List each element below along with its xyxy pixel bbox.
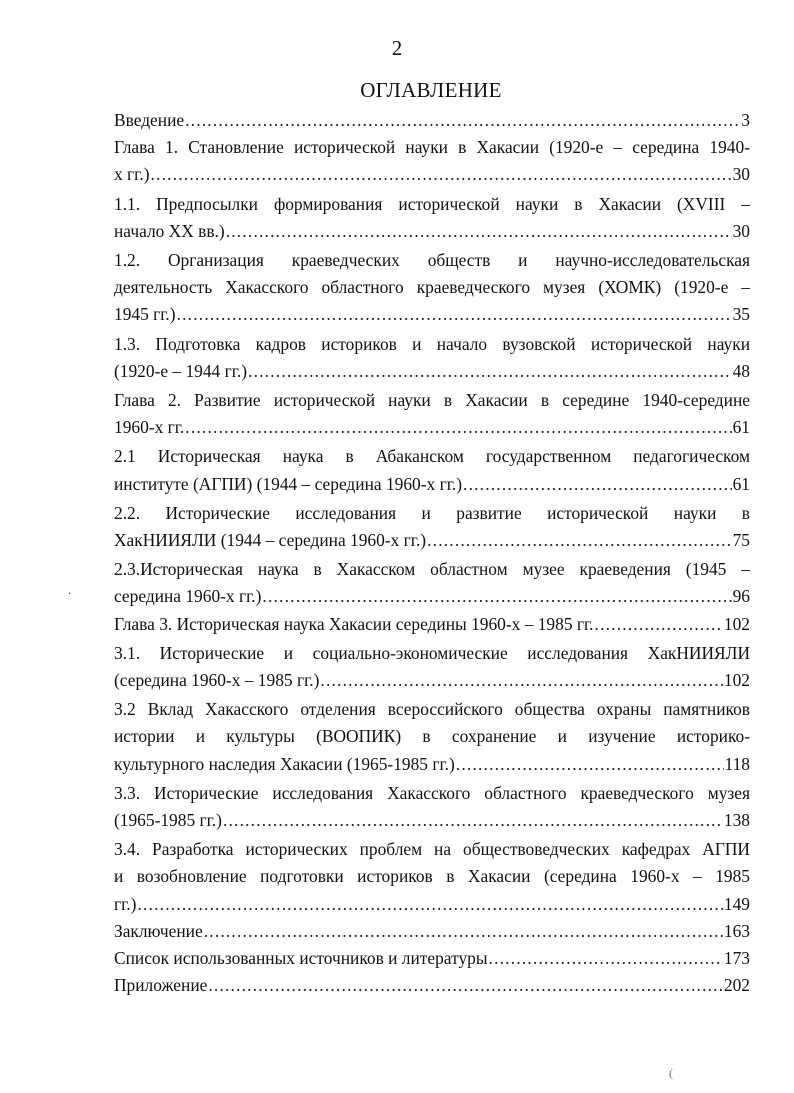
toc-entry bbox=[114, 556, 750, 610]
toc-entry-title: Введение bbox=[114, 110, 185, 130]
dot-leader bbox=[223, 807, 723, 834]
stray-mark-paren: ( bbox=[669, 1066, 673, 1080]
toc-entry-title: культурного наследия Хакасии (1965-1985 гг.) bbox=[114, 753, 455, 774]
toc-entry-title: Список использованных источников и литературы bbox=[114, 948, 488, 969]
toc-page-number: 35 bbox=[732, 304, 750, 325]
toc-entry-last-line bbox=[114, 527, 750, 554]
toc-entry-last-line bbox=[114, 107, 750, 134]
toc-entry bbox=[114, 640, 750, 694]
dot-leader bbox=[427, 527, 732, 554]
toc-entry bbox=[114, 611, 750, 638]
stray-mark-dot: . bbox=[68, 582, 72, 597]
toc-page-number: 118 bbox=[724, 753, 750, 774]
toc-entry-title: гг.) bbox=[114, 893, 137, 914]
toc-entry bbox=[114, 972, 750, 999]
dot-leader bbox=[226, 218, 732, 245]
toc-entry-title: ХакНИИЯЛИ (1944 – середина 1960-х гг.) bbox=[114, 530, 427, 551]
toc-entry-last-line bbox=[114, 611, 750, 638]
toc-entry-title: 1945 гг.) bbox=[114, 304, 176, 325]
toc-entry bbox=[114, 836, 750, 918]
dot-leader bbox=[262, 583, 731, 610]
toc-entry bbox=[114, 780, 750, 834]
toc-entry bbox=[114, 107, 750, 134]
toc-entry-line: 2.1 Историческая наука в Абаканском государственном педагогическом bbox=[114, 446, 750, 467]
toc-page-number: 173 bbox=[723, 948, 750, 969]
toc-entry-line: 1.2. Организация краеведческих обществ и научно-исследовательская bbox=[114, 250, 750, 271]
dot-leader bbox=[595, 611, 723, 638]
toc-entry-line: 3.1. Исторические и социально-экономические исследования ХакНИИЯЛИ bbox=[114, 642, 750, 663]
toc-entry-last-line bbox=[114, 161, 750, 188]
toc-entry-title: (середина 1960-х – 1985 гг.) bbox=[114, 670, 320, 691]
toc-entry-line: Глава 1. Становление исторической науки в Хакасии (1920-е – середина 1940- bbox=[114, 137, 750, 158]
table-of-contents bbox=[114, 107, 750, 1000]
dot-leader bbox=[185, 107, 740, 134]
toc-entry bbox=[114, 918, 750, 945]
toc-entry bbox=[114, 696, 750, 778]
toc-entry-line: Глава 2. Развитие исторической науки в Хакасии в середине 1940-середине bbox=[114, 390, 750, 411]
dot-leader bbox=[204, 918, 723, 945]
toc-entry-line: 2.3.Историческая наука в Хакасском областном музее краеведения (1945 – bbox=[114, 559, 750, 580]
toc-page-number: 96 bbox=[732, 586, 750, 607]
toc-entry-title: Глава 3. Историческая наука Хакасии середины 1960-х – 1985 гг. bbox=[114, 613, 594, 634]
toc-entry bbox=[114, 500, 750, 554]
toc-entry-line: и возобновление подготовки историков в Хакасии (середина 1960-х – 1985 bbox=[114, 866, 750, 887]
toc-entry bbox=[114, 331, 750, 385]
toc-entry-last-line bbox=[114, 414, 750, 441]
toc-entry bbox=[114, 191, 750, 245]
toc-entry-line: 1.1. Предпосылки формирования исторической науки в Хакасии (XVIII – bbox=[114, 193, 750, 214]
toc-entry-last-line bbox=[114, 667, 750, 694]
toc-entry-last-line bbox=[114, 918, 750, 945]
toc-entry-last-line bbox=[114, 583, 750, 610]
toc-entry-title: х гг.) bbox=[114, 164, 150, 185]
toc-entry bbox=[114, 945, 750, 972]
toc-entry-last-line bbox=[114, 471, 750, 498]
toc-entry-line: истории и культуры (ВООПИК) в сохранение и изучение историко- bbox=[114, 726, 750, 747]
toc-entry-title: 1960-х гг. bbox=[114, 417, 185, 438]
dot-leader bbox=[177, 301, 732, 328]
toc-entry-title: (1965-1985 гг.) bbox=[114, 810, 222, 831]
toc-entry-title: начало XX вв.) bbox=[114, 220, 225, 241]
toc-page-number: 202 bbox=[723, 975, 750, 996]
toc-page-number: 61 bbox=[732, 417, 750, 438]
toc-entry-line: 1.3. Подготовка кадров историков и начало вузовской исторической науки bbox=[114, 333, 750, 354]
dot-leader bbox=[208, 972, 723, 999]
toc-title: ОГЛАВЛЕНИЕ bbox=[360, 78, 502, 102]
toc-page-number: 75 bbox=[732, 530, 750, 551]
dot-leader bbox=[151, 161, 732, 188]
toc-entry-last-line bbox=[114, 945, 750, 972]
toc-page-number: 102 bbox=[723, 613, 750, 634]
toc-entry-last-line bbox=[114, 807, 750, 834]
dot-leader bbox=[320, 667, 723, 694]
toc-entry-last-line bbox=[114, 891, 750, 918]
dot-leader bbox=[489, 945, 723, 972]
toc-entry-title: середина 1960-х гг.) bbox=[114, 586, 262, 607]
toc-entry-last-line bbox=[114, 218, 750, 245]
toc-entry-line: 2.2. Исторические исследования и развитие исторической науки в bbox=[114, 502, 750, 523]
toc-entry-last-line bbox=[114, 972, 750, 999]
dot-leader bbox=[463, 471, 732, 498]
toc-page-number: 61 bbox=[732, 473, 750, 494]
toc-page-number: 138 bbox=[723, 810, 750, 831]
toc-page-number: 48 bbox=[732, 360, 750, 381]
dot-leader bbox=[185, 414, 731, 441]
toc-page-number: 149 bbox=[723, 893, 750, 914]
toc-entry bbox=[114, 134, 750, 188]
toc-page-number: 102 bbox=[723, 670, 750, 691]
dot-leader bbox=[456, 751, 724, 778]
dot-leader bbox=[248, 358, 732, 385]
toc-entry-line: деятельность Хакасского областного краеведческого музея (ХОМК) (1920-е – bbox=[114, 277, 750, 298]
page-number: 2 bbox=[391, 36, 403, 60]
toc-entry-last-line bbox=[114, 751, 750, 778]
toc-entry-last-line bbox=[114, 358, 750, 385]
toc-page-number: 30 bbox=[732, 164, 750, 185]
toc-entry-last-line bbox=[114, 301, 750, 328]
toc-entry bbox=[114, 443, 750, 497]
toc-entry-line: 3.3. Исторические исследования Хакасского областного краеведческого музея bbox=[114, 782, 750, 803]
toc-page-number: 30 bbox=[732, 220, 750, 241]
toc-entry bbox=[114, 247, 750, 329]
toc-page-number: 163 bbox=[723, 920, 750, 941]
dot-leader bbox=[137, 891, 722, 918]
toc-entry-line: 3.2 Вклад Хакасского отделения всероссийского общества охраны памятников bbox=[114, 699, 750, 720]
toc-entry-line: 3.4. Разработка исторических проблем на обществоведческих кафедрах АГПИ bbox=[114, 839, 750, 860]
toc-entry bbox=[114, 387, 750, 441]
toc-page-number: 3 bbox=[741, 110, 750, 130]
toc-entry-title: Заключение bbox=[114, 920, 203, 941]
toc-entry-title: Приложение bbox=[114, 975, 208, 996]
toc-entry-title: институте (АГПИ) (1944 – середина 1960-х гг.) bbox=[114, 473, 463, 494]
toc-entry-title: (1920-е – 1944 гг.) bbox=[114, 360, 248, 381]
